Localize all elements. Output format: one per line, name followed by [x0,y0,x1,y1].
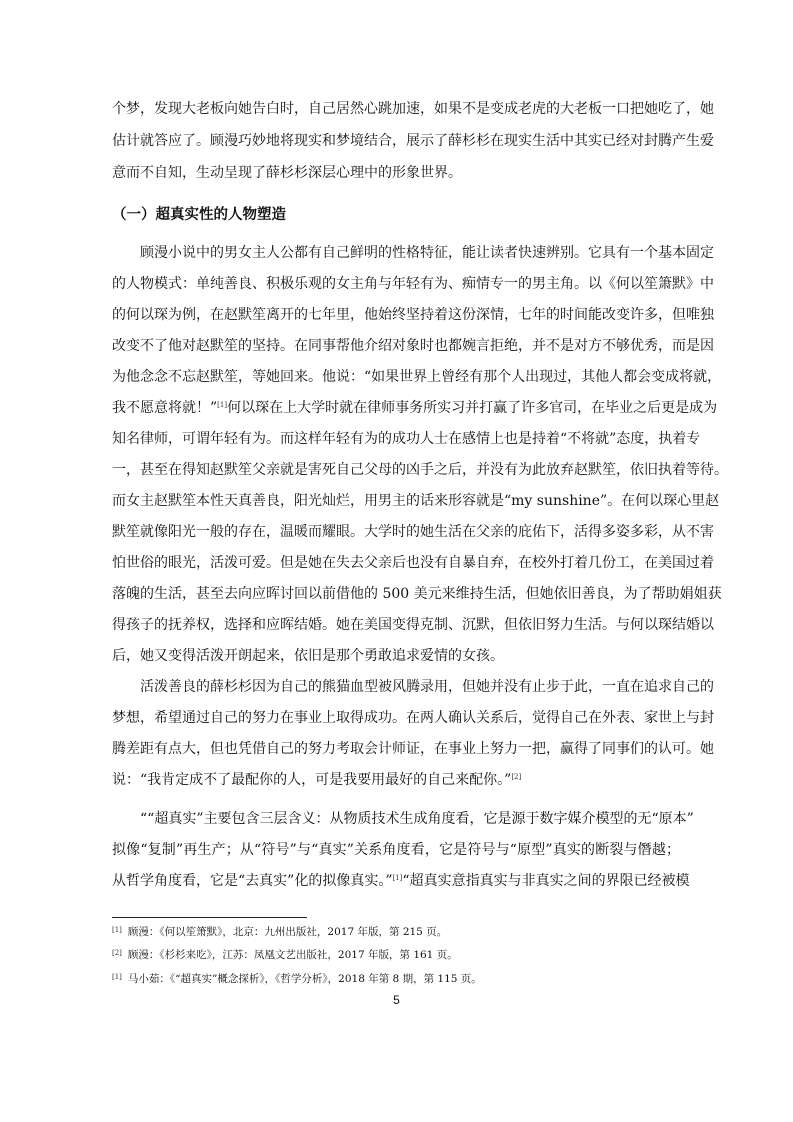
footnote-ref[interactable]: [1] [217,401,228,409]
footnote [112,925,447,939]
footnote-text: 顾漫：《杉杉来吃》，江苏：凤凰文艺出版社，2017 年版，第 161 页。 [127,949,458,961]
footnote [112,972,482,986]
footnote [112,948,458,962]
footnote-mark: [1] [112,973,122,981]
body-text: 何以琛在上大学时就在律师事务所实习并打赢了许多官司，在毕业之后更是成为 [227,400,718,416]
body-line: 估计就答应了。顾漫巧妙地将现实和梦境结合，展示了薛杉杉在现实生活中其实已经对封腾产生爱 [112,133,714,149]
footnote-mark: [2] [112,949,122,957]
body-line: 为他念念不忘赵默笙，等她回来。他说：“如果世界上曾经有那个人出现过，其他人都会变成将就， [112,369,722,385]
quote-text: 我不愿意将就！” [112,400,218,416]
body-line: 落魄的生活，甚至去向应晖讨回以前借他的 500 美元来维持生活，但她依旧善良，为了帮助娟姐获 [112,586,722,602]
body-line: 活泼善良的薛杉杉因为自己的熊猫血型被风腾录用，但她并没有止步于此，一直在追求自己的 [140,679,714,695]
body-line: 而女主赵默笙本性天真善良，阳光灿烂，用男主的话来形容就是“my sunshine”。在何以琛心里赵 [112,493,720,509]
body-line: 腾差距有点大，但也凭借自己的努力考取会计师证，在事业上努力一把，赢得了同事们的认可。她 [112,741,714,757]
body-line: 默笙就像阳光一般的存在，温暖而耀眼。大学时的她生活在父亲的庇佑下，活得多姿多彩，从不害 [112,524,714,540]
page-number: 5 [393,993,400,1007]
body-line: 怕世俗的眼光，活泼可爱。但是她在失去父亲后也没有自暴自弃，在校外打着几份工，在美国过着 [112,555,714,571]
body-line: 拟像“复制”再生产；从“符号”与“真实”关系角度看，它是符号与“原型”真实的断裂与僭越； [112,842,680,858]
body-line: 得孩子的抚养权，选择和应晖结婚。她在美国变得克制、沉默，但依旧努力生活。与何以琛结婚以 [112,617,714,633]
body-line: 一，甚至在得知赵默笙父亲就是害死自己父母的凶手之后，并没有为此放弃赵默笙，依旧执着等待。 [112,462,728,478]
quote-text: 说：“我肯定成不了最配你的人，可是我要用最好的自己来配你。” [112,772,512,788]
quote-text: 从哲学角度看，它是“去真实”化的拟像真实。” [112,873,393,889]
body-line: 个梦，发现大老板向她告白时，自己居然心跳加速，如果不是变成老虎的大老板一口把她吃了，她 [112,101,714,117]
body-line [112,398,718,418]
footnote-mark: [1] [112,926,122,934]
body-line: 顾漫小说中的男女主人公都有自己鲜明的性格特征，能让读者快速辨别。它具有一个基本固定 [140,245,714,261]
footnote-ref[interactable]: [2] [511,773,522,781]
body-line: 的人物模式：单纯善良、积极乐观的女主角与年轻有为、痴情专一的男主角。以《何以笙箫默》中 [112,276,714,292]
footnote-text: 马小茹：《“超真实”概念探析》，《哲学分析》，2018 年第 8 期，第 115 页。 [127,973,482,985]
body-line: 意而不自知，生动呈现了薛杉杉深层心理中的形象世界。 [112,165,462,181]
body-text: “超真实意指真实与非真实之间的界限已经被模 [402,873,690,889]
footnote-separator [112,917,307,918]
body-line: 知名律师，可谓年轻有为。而这样年轻有为的成功人士在感情上也是持着“不将就”态度，执着专 [112,431,701,447]
body-line [112,770,521,790]
section-heading: （一）超真实性的人物塑造 [112,206,286,223]
body-line: 梦想，希望通过自己的努力在事业上取得成功。在两人确认关系后，觉得自己在外表、家世上与封 [112,710,714,726]
footnote-ref[interactable]: [1] [392,874,403,882]
body-line: ““超真实”主要包含三层含义：从物质技术生成角度看，它是源于数字媒介模型的无“原本” [140,811,694,827]
body-line [112,871,690,891]
body-line: 后，她又变得活泼开朗起来，依旧是那个勇敢追求爱情的女孩。 [112,648,504,664]
body-line: 的何以琛为例，在赵默笙离开的七年里，他始终坚持着这份深情，七年的时间能改变许多，但唯独 [112,307,714,323]
body-line: 改变不了他对赵默笙的坚持。在同事帮他介绍对象时也都婉言拒绝，并不是对方不够优秀，而是因 [112,338,714,354]
footnote-text: 顾漫：《何以笙箫默》，北京：九州出版社，2017 年版，第 215 页。 [127,926,448,938]
